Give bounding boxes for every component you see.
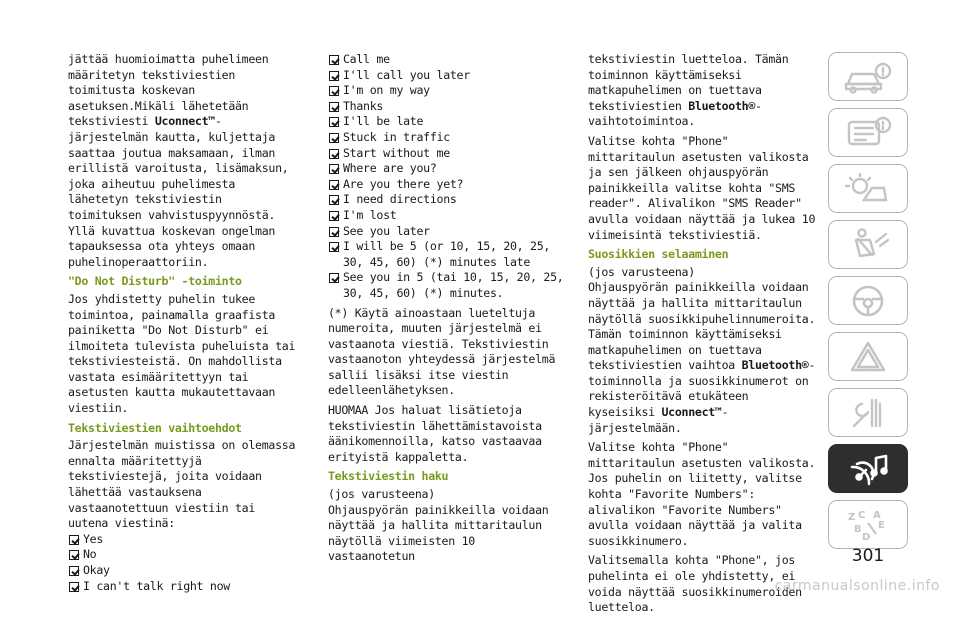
tab-multimedia[interactable] [828,444,908,493]
list-item [328,130,566,146]
paragraph-note: (*) Käytä ainoastaan lueteltuja numeroita, muuten järjestelmä ei vastaanota viestiä. Tekstiviestin vastaanoton yhteydessä järjestelmä sallii lisäksi itse viestin edelleenlähetyksen. [328,305,556,398]
paragraph-sms-delivery [68,52,300,270]
text-column-3 [588,52,820,620]
list-item [328,208,566,224]
svg-text:C: C [858,509,866,521]
list-item [328,83,566,99]
list-item-label: Start without me [343,145,450,160]
watermark-text: carmanualsonline.info [774,578,940,594]
tab-car-info[interactable] [828,52,908,101]
dashboard-icon [840,170,896,208]
list-item [328,99,566,115]
checkbox-icon [329,133,339,143]
svg-text:D: D [862,531,871,543]
list-item [68,579,300,595]
list-item [68,563,300,579]
checkbox-icon [329,211,339,221]
list-item [328,146,566,162]
text-column-2 [328,52,566,569]
list-item [328,239,566,270]
heading-message-options: Tekstiviestien vaihtoehdot [68,420,242,435]
tab-warning-lights[interactable] [828,108,908,157]
brand-name: Bluetooth® [688,98,756,113]
paragraph-text: -järjestelmään. [588,405,729,435]
list-item [328,114,566,130]
tab-maintenance[interactable] [828,388,908,437]
checkbox-icon [329,164,339,174]
tab-safety[interactable] [828,220,908,269]
list-item [328,224,566,240]
list-item-label: Stuck in traffic [343,129,450,144]
svg-text:Z: Z [848,511,856,523]
checkbox-icon [329,273,339,283]
list-item [328,52,566,68]
list-item-label: See you in 5 (tai 10, 15, 20, 25, 30, 45, 60) (*) minutes. [343,270,564,300]
paragraph-huomaa: HUOMAA Jos haluat lisätietoja tekstiviestin lähettämistavoista äänikomennoilla, katso vastaavaa erityistä kappaletta. [328,403,542,464]
paragraph-not-connected: Valitsemalla kohta "Phone", jos puhelinta ei ole yhdistetty, ei voida näyttää suosikkinumeroiden luetteloa. [588,553,802,615]
checkbox-icon [329,55,339,65]
checkbox-icon [329,227,339,237]
checkbox-icon [329,149,339,159]
paragraph-text: -järjestelmän kautta, kuljettaja saattaa joutua maksamaan, ilman erillistä varoitusta, lisämaksun, joka aiheutuu puhelimesta lähetetyn tekstiviestin toimituksen vahvistuspyynnöstä. Yllä kuvattua koskevan ongelman tapauksessa ota yhteys omaan puhelinoperaattoriin. [68,114,289,269]
paragraph-text: -toiminnolla ja suosikkinumerot on rekisteröitävä etukäteen kyseisiksi [588,358,816,420]
list-item [68,532,300,548]
tab-index[interactable] [828,500,908,549]
paragraph-message-options: Järjestelmän muistissa on olemassa ennalta määritettyjä tekstiviestejä, joita voidaan lähettää vastauksena vastaanotettuun viestiin tai uutena viestinä: [68,438,296,531]
list-item-label: I'm lost [343,207,397,222]
list-item-label: See you later [343,223,430,238]
checkbox-icon [329,180,339,190]
list-item-label: Yes [83,531,104,546]
checkbox-icon [329,102,339,112]
paragraph-text: -vaihtotoimintoa. [588,98,762,129]
paragraph-text: jättää huomioimatta puhelimeen määritetyn tekstiviestien toimitusta koskevan asetuksen.Mikäli lähetetään tekstiviesti [68,52,269,129]
list-item [328,270,566,301]
list-item-label: No [83,547,97,562]
list-item [68,547,300,563]
paragraph-do-not-disturb: Jos yhdistetty puhelin tukee toimintoa, painamalla graafista painiketta "Do Not Disturb" ei ilmoiteta tulevista puheluista tai tekstiviesteistä. On mahdollista vastata esimääritettyyn tai asetusten kautta mukautettavaan viestiin. [68,291,296,416]
tab-emergency[interactable] [828,332,908,381]
chapter-tabs [828,52,908,556]
checkbox-icon [329,86,339,96]
list-item-label: Where are you? [343,161,437,176]
paragraph-text: tekstiviestin luetteloa. Tämän toiminnon käyttämiseksi matkapuhelimen on tuettava tekstiviestien [588,52,789,113]
heading-favorites: Suosikkien selaaminen [588,247,729,262]
checkbox-icon [329,71,339,81]
steering-wheel-icon [840,282,896,320]
list-item-label: Call me [343,52,390,66]
list-item-label: Thanks [343,98,384,113]
seatbelt-safety-icon [840,226,896,264]
brand-name: Uconnect™ [661,405,722,420]
checkbox-icon [69,550,79,560]
checkbox-icon [69,535,79,545]
paragraph-favorites [588,280,820,436]
paragraph-if-equipped: (jos varusteena) [588,264,695,279]
checkbox-icon [329,117,339,127]
list-item-label: Are you there yet? [343,176,464,191]
paragraph-message-retrieval: Ohjauspyörän painikkeilla voidaan näyttää ja hallita mittaritaulun näytöllä viimeisten 10 vastaanotetun [328,502,549,564]
checkbox-icon [69,582,79,592]
list-item [328,177,566,193]
checkbox-icon [329,242,339,252]
checkbox-icon [329,195,339,205]
index-icon [840,506,896,544]
text-column-1 [68,52,300,598]
svg-text:E: E [878,519,885,531]
heading-do-not-disturb: "Do Not Disturb" -toiminto [68,274,242,289]
list-item-label: Okay [83,563,110,577]
tab-dashboard[interactable] [828,164,908,213]
list-item-label: I'll call you later [343,67,470,82]
car-info-icon [840,58,896,96]
page-number: 301 [851,546,885,566]
list-item [328,161,566,177]
paragraph-if-equipped: (jos varusteena) [328,487,435,502]
list-item-label: I will be 5 (or 10, 15, 20, 25, 30, 45, 60) (*) minutes late [343,239,551,269]
heading-message-retrieval: Tekstiviestin haku [328,469,449,484]
list-item [328,68,566,84]
warning-light-icon [840,114,896,152]
paragraph-text: Ohjauspyörän painikkeilla voidaan näyttää ja hallita mittaritaulun näytöllä suosikkipuhelinnumeroita. Tämän toiminnon käyttämiseksi matkapuhelimen on tuettava tekstiviestien vaihtoa [588,280,816,373]
svg-text:A: A [873,509,881,521]
paragraph-sms-reader: Valitse kohta "Phone" mittaritaulun asetusten valikosta ja sen jälkeen ohjauspyörän painikkeilla valitse kohta "SMS reader". Alivalikon "SMS Reader" avulla voidaan näyttää ja lukea 10 viimeisintä tekstiviestiä. [588,133,816,242]
paragraph-favorite-numbers: Valitse kohta "Phone" mittaritaulun asetusten valikosta. Jos puhelin on liitetty, valitse kohta "Favorite Numbers": alivalikon "Favorite Numbers" avulla voidaan näyttää ja valita suosikkinumero. [588,440,816,548]
tab-starting-driving[interactable] [828,276,908,325]
brand-name: Uconnect™ [154,114,215,129]
checkbox-icon [69,566,79,576]
maintenance-tools-icon [840,394,896,432]
svg-text:B: B [854,523,862,535]
list-item [328,192,566,208]
message-list-2 [328,52,566,302]
list-item-label: I'll be late [343,114,424,129]
brand-name: Bluetooth® [741,358,809,373]
list-item-label: I can't talk right now [83,578,230,593]
message-list-1 [68,532,300,594]
paragraph-list-continued [588,52,820,130]
emergency-triangle-icon [840,338,896,376]
list-item-label: I'm on my way [343,83,430,98]
multimedia-icon [840,450,896,488]
list-item-label: I need directions [343,192,457,207]
